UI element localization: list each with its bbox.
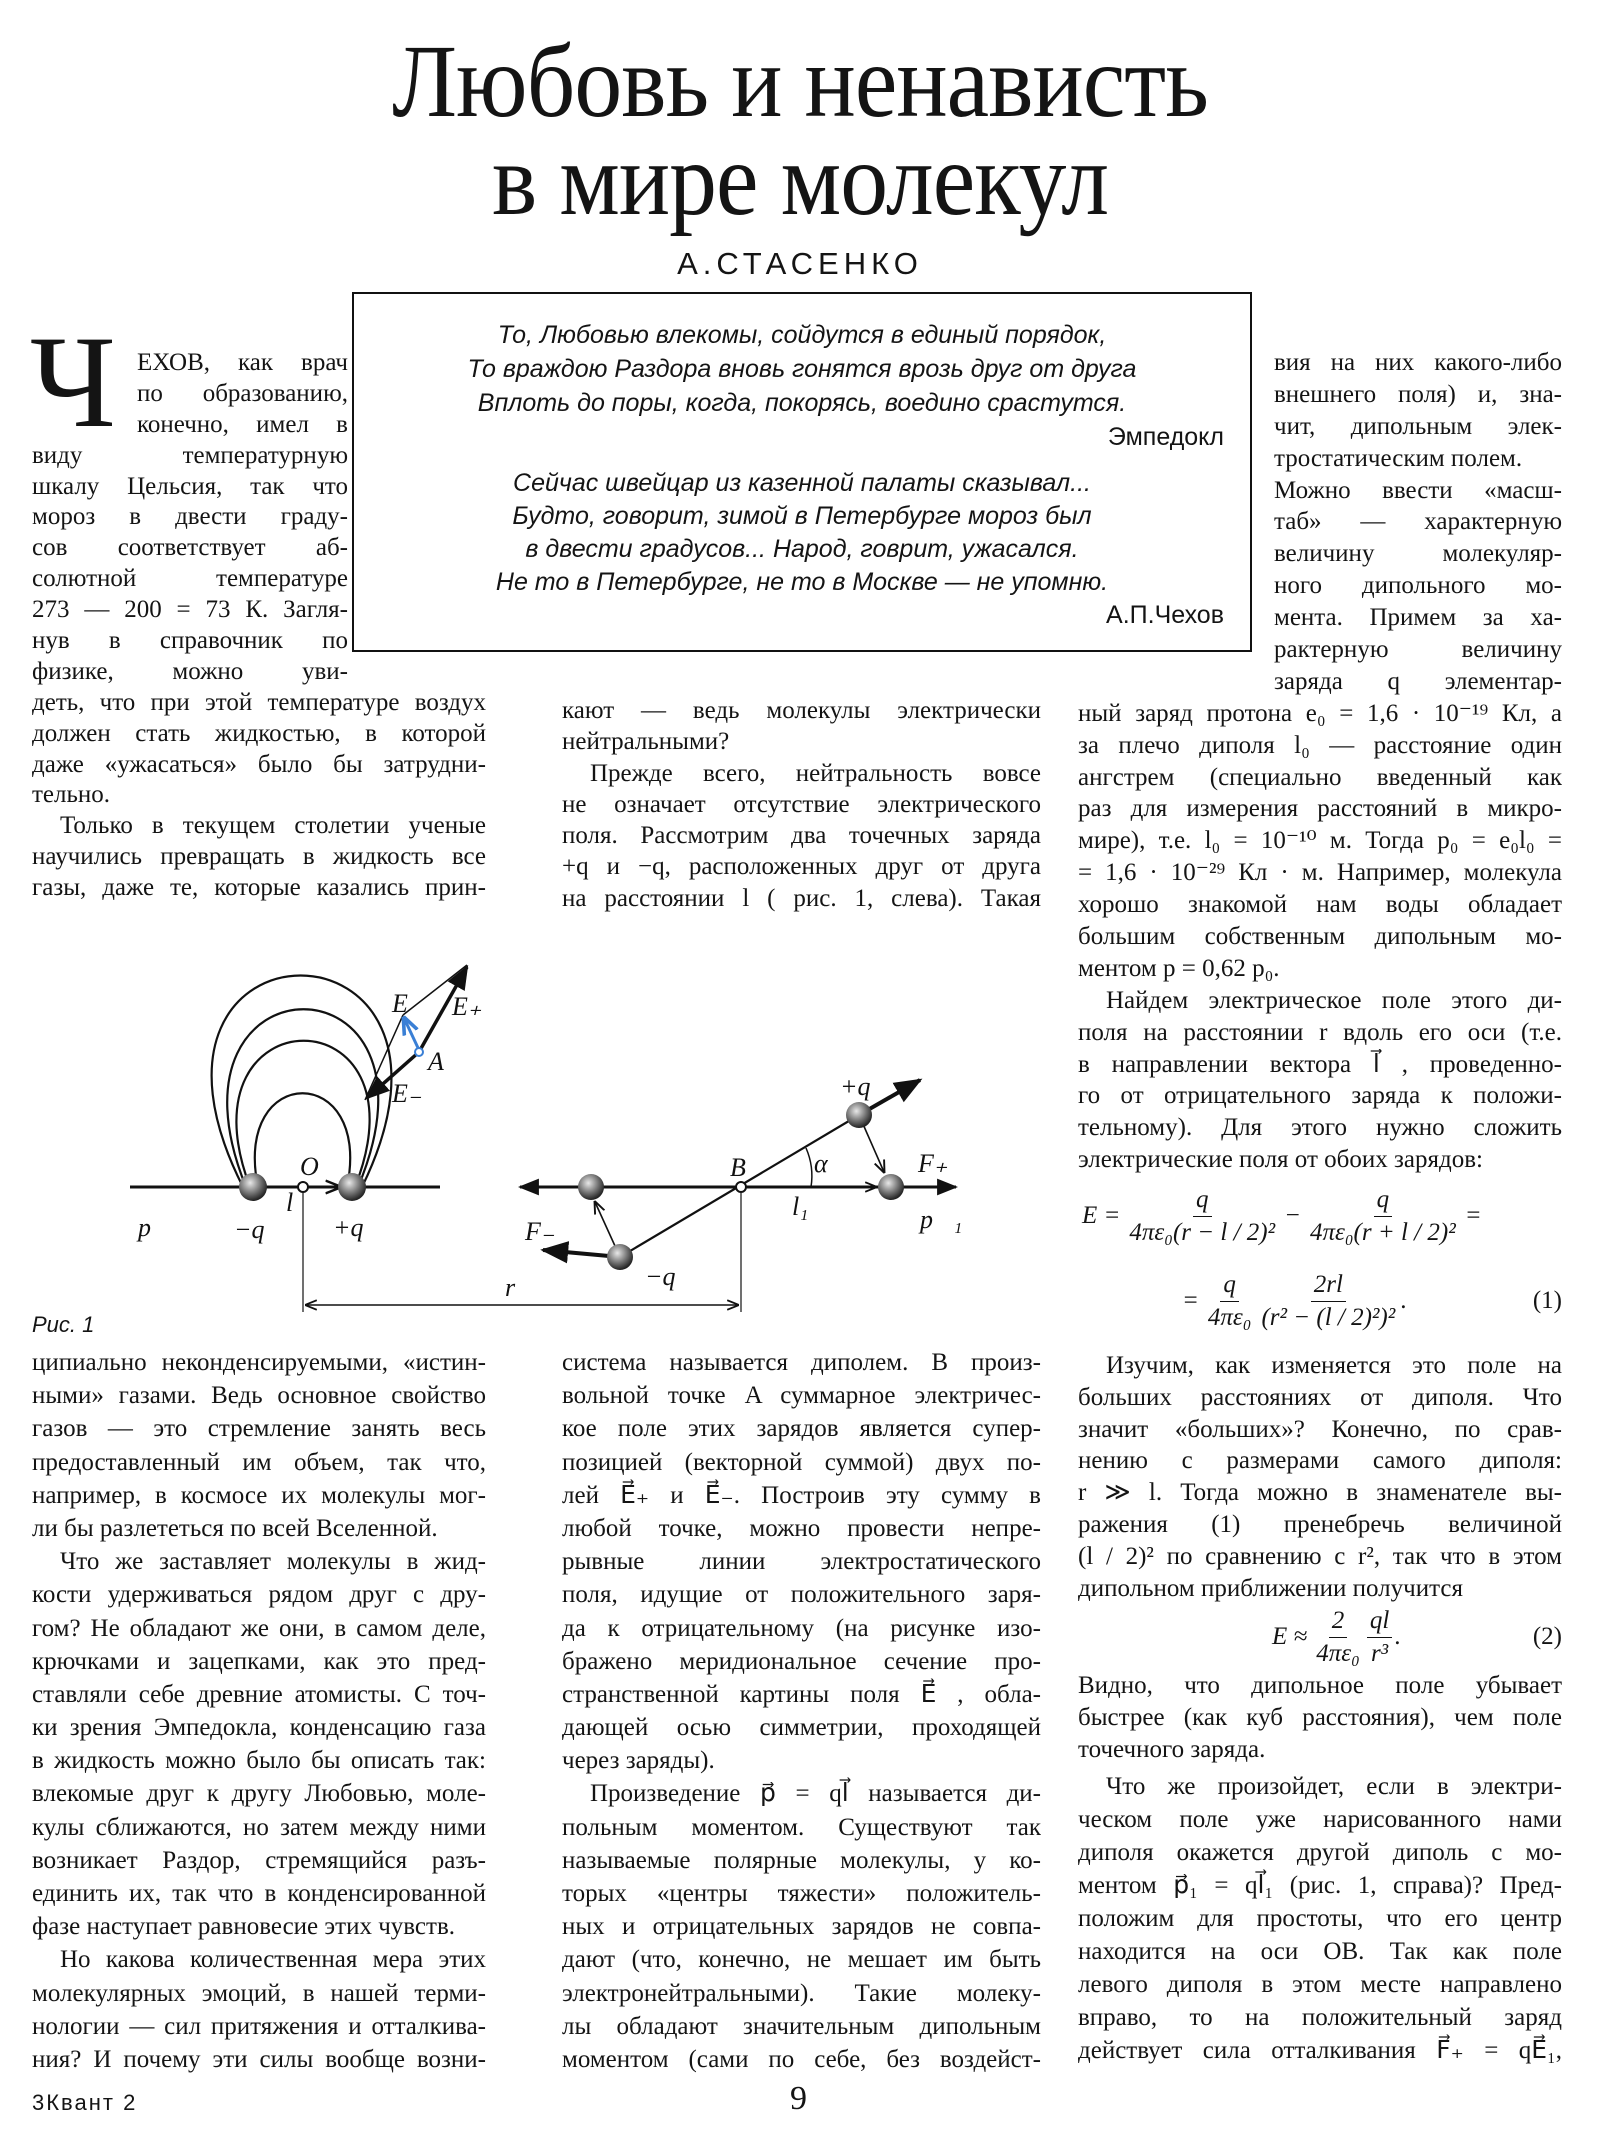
epigraph-line: Не то в Петербурге, не то в Москве — не упомню. <box>495 568 1109 596</box>
label-p: p⃗ <box>138 1213 172 1242</box>
label-A: A <box>428 1047 444 1076</box>
text-line: молекулярных эмоций, в нашей терми- <box>32 1979 486 2007</box>
denominator: 4πε₀(r + l / 2)² <box>1309 1218 1456 1246</box>
epigraph-line: в двести градусов... Народ, говрит, ужасался. <box>525 535 1079 563</box>
text-line: находится на оси OB. Так как поле <box>1078 1938 1562 1965</box>
label-r: r <box>505 1273 516 1302</box>
text-line: левого диполя в этом месте направлено <box>1078 1971 1562 1998</box>
text-line: вия на них какого-либо <box>1274 349 1562 376</box>
text-line: нению с размерами самого диполя: <box>1078 1447 1562 1475</box>
text-line: бражено меридиональное сечение про- <box>562 1647 1041 1675</box>
equation-number: (2) <box>1532 1623 1562 1650</box>
label-l1: l₁ <box>792 1192 809 1221</box>
label-E-minus: E₋ <box>392 1079 422 1108</box>
text-line: влекомые друг к другу Любовью, моле- <box>32 1780 486 1808</box>
charge-positive-right <box>846 1102 872 1128</box>
text-line: Видно, что дипольное поле убывает <box>1078 1672 1562 1699</box>
text-line: конечно, имел в <box>137 410 348 438</box>
text-line: называемые полярные молекулы, у ко- <box>562 1846 1041 1874</box>
text-line: даже «ужасаться» было бы затрудни- <box>32 750 486 778</box>
text-line: Найдем электрическое поле этого ди- <box>1106 986 1562 1014</box>
denominator: r³ <box>1370 1639 1389 1667</box>
text-column-middle-bottom <box>562 1346 1041 2076</box>
page-number: 9 <box>790 2080 807 2117</box>
text-line: единить их, так что в конденсированной <box>32 1880 486 1907</box>
text-line: лей E⃗₊ и E⃗₋. Построив эту сумму в <box>562 1481 1041 1509</box>
epigraph-line: Вплоть до поры, когда, покорясь, воедино срастутся. <box>477 389 1127 417</box>
period: . <box>1400 1287 1407 1314</box>
text-line: кости удерживаться рядом друг с дру- <box>32 1581 486 1609</box>
text-column-middle-top <box>562 695 1041 914</box>
text-line: предоставленный им объем, так что, <box>32 1448 486 1476</box>
text-line: заряда q элементар- <box>1274 667 1562 695</box>
text-line: Прежде всего, нейтральность вовсе <box>590 759 1041 787</box>
fraction <box>1367 1607 1392 1668</box>
text-line: точечного заряда. <box>1078 1736 1266 1763</box>
text-line: ЕХОВ, как врач <box>137 349 348 376</box>
text-column-right-middle <box>1078 1350 1562 1604</box>
text-column-right-paragraph <box>1078 1670 1562 1766</box>
text-line: возникает Раздор, стремящийся разъ- <box>32 1846 486 1874</box>
label-E: E <box>392 989 408 1018</box>
text-line: деть, что при этой температуре воздух <box>32 688 486 716</box>
text-line: на расстоянии l ( рис. 1, слева). Такая <box>562 884 1041 912</box>
text-line: ния? И почему эти силы вообще возни- <box>32 2045 486 2073</box>
text-column-right-bottom <box>1078 1770 1562 2067</box>
text-line: научились превращать в жидкость все <box>32 843 486 871</box>
text-line: шкалу Цельсия, так что <box>32 472 348 500</box>
text-line: Только в текущем столетии ученые <box>60 812 486 840</box>
charge-negative-left <box>239 1173 267 1201</box>
text-line: позицией (векторной суммой) двух по- <box>562 1448 1041 1476</box>
text-line: нув в справочник по <box>32 627 348 655</box>
text-line: газы, даже те, которые казались прин- <box>32 874 486 902</box>
epigraph-line: Будто, говорит, зимой в Петербурге мороз был <box>512 502 1092 530</box>
text-line: внешнего поля) и, зна- <box>1274 380 1562 408</box>
text-line: любой точке, можно провести непре- <box>562 1514 1041 1542</box>
text-line: ного дипольного мо- <box>1274 572 1562 600</box>
label-F-plus: F₊ <box>918 1149 948 1178</box>
text-line: кое поле этих зарядов является супер- <box>562 1415 1041 1443</box>
operator: = <box>1464 1202 1482 1229</box>
point-A <box>415 1048 423 1056</box>
operator: = <box>1182 1287 1199 1314</box>
text-line: большим собственным дипольным мо- <box>1078 923 1562 951</box>
text-line: = 1,6 · 10⁻²⁹ Кл · м. Например, молекула <box>1078 859 1562 887</box>
text-line: крючками и зацепками, как это пред- <box>32 1647 486 1675</box>
epigraph-line: То враждою Раздора вновь гонятся врозь друг от друга <box>467 355 1137 383</box>
text-line: ражения (1) пренебречь величиной <box>1078 1510 1562 1538</box>
equation-number: (1) <box>1532 1287 1562 1314</box>
label-plus-q: +q <box>333 1213 364 1242</box>
text-column-left-top <box>32 348 486 904</box>
eq-lhs: E ≈ <box>1272 1623 1308 1650</box>
fraction <box>1205 1271 1255 1332</box>
text-line: значит «больших»? Конечно, по срав- <box>1078 1415 1562 1443</box>
text-line: странственной картины поля E⃗ , обла- <box>562 1680 1041 1708</box>
numerator: q <box>1220 1271 1239 1302</box>
denominator: (r² − (l / 2)²)² <box>1261 1303 1396 1331</box>
fraction <box>1126 1186 1278 1247</box>
text-line: Но какова количественная мера этих <box>60 1946 486 1974</box>
equation-1-line-1 <box>1078 1180 1562 1252</box>
epigraph-line: То, Любовью влекомы, сойдутся в единый порядок, <box>497 321 1107 349</box>
text-line: чит, дипольным элек- <box>1274 412 1562 440</box>
text-line: рактерную величину <box>1274 636 1562 664</box>
text-line: рывные линии электростатического <box>562 1548 1041 1576</box>
label-plus-q-right: +q <box>840 1072 871 1101</box>
label-p1: p⃗₁ <box>920 1205 963 1234</box>
drop-cap: Ч <box>30 308 116 455</box>
eq-lhs: E = <box>1082 1202 1121 1229</box>
text-line: таб» — характерную <box>1274 508 1562 536</box>
fraction <box>1307 1186 1459 1247</box>
text-line: ментом p⃗₁ = ql⃗₁ (рис. 1, справа)? Пред- <box>1078 1872 1562 1899</box>
text-column-left-bottom <box>32 1346 486 2076</box>
text-line: тельному). Для этого нужно сложить <box>1078 1114 1562 1142</box>
point-O <box>298 1182 308 1192</box>
period: . <box>1394 1623 1401 1650</box>
text-line: го от отрицательного заряда к положи- <box>1078 1082 1562 1110</box>
text-line: электрические поля от обоих зарядов: <box>1078 1146 1483 1174</box>
text-line: ных и отрицательных зарядов не совпа- <box>562 1913 1041 1941</box>
text-line: поля. Рассмотрим два точечных заряда <box>562 822 1041 850</box>
label-E-plus: E₊ <box>452 992 482 1021</box>
text-line: фазе наступает равновесие этих чувств. <box>32 1913 455 1941</box>
text-line: солютной температуре <box>32 565 348 593</box>
text-line: ангстрем (специально введенный как <box>1078 763 1562 791</box>
text-line: r ≫ l. Тогда можно в знаменателе вы- <box>1078 1479 1562 1507</box>
text-line: физике, можно уви- <box>32 657 348 685</box>
numerator: ql <box>1367 1607 1392 1638</box>
text-line: сов соответствует аб- <box>32 534 348 562</box>
text-line: ными» газами. Ведь основное свойство <box>32 1382 486 1410</box>
text-line: раз для измерения расстояний в микро- <box>1078 795 1562 823</box>
author: А.СТАСЕНКО <box>677 246 923 281</box>
text-line: например, в космосе их молекулы мог- <box>32 1481 486 1509</box>
equation-1-line-2 <box>1078 1258 1562 1344</box>
label-alpha: α <box>814 1149 828 1178</box>
text-line: действует сила отталкивания F⃗₊ = qE⃗₁, <box>1078 2037 1562 2064</box>
text-line: не означает отсутствие электрического <box>562 790 1041 818</box>
text-line: газов — это стремление занять весь <box>32 1415 486 1443</box>
figure-caption: Рис. 1 <box>32 1312 95 1337</box>
text-line: должен стать жидкостью, в которой <box>32 719 486 747</box>
label-B: B <box>730 1153 746 1182</box>
text-line: диполя окажется другой диполь с мо- <box>1078 1839 1562 1866</box>
article-title-line-1: Любовь и ненависть <box>392 24 1208 139</box>
epigraph-author: А.П.Чехов <box>1106 601 1224 629</box>
epigraph-line: Сейчас швейцар из казенной палаты сказывал... <box>513 469 1091 497</box>
text-line: Произведение p⃗ = ql⃗ называется ди- <box>590 1780 1041 1808</box>
text-line: мента. Примем за ха- <box>1274 604 1562 632</box>
text-line: величину молекуляр- <box>1274 540 1562 568</box>
text-line: вольной точке A суммарное электричес- <box>562 1382 1041 1410</box>
text-line: да к отрицательному (на рисунке изо- <box>562 1614 1041 1642</box>
text-line: тростатическим полем. <box>1274 444 1523 472</box>
text-line: (l / 2)² по сравнению с r², так что в этом <box>1078 1542 1562 1570</box>
fraction <box>1313 1607 1363 1668</box>
point-B <box>736 1182 746 1192</box>
text-line: поля, идущие от положительного заря- <box>562 1581 1041 1609</box>
text-line: быстрее (как куб расстояния), чем поле <box>1078 1704 1562 1731</box>
numerator: 2rl <box>1311 1271 1346 1302</box>
text-line: в жидкость можно было бы описать так: <box>32 1747 486 1775</box>
text-line: в направлении вектора l⃗ , проведенно- <box>1078 1050 1562 1078</box>
text-line: через заряды). <box>562 1747 715 1775</box>
denominator: 4πε₀(r − l / 2)² <box>1129 1218 1276 1246</box>
operator: − <box>1284 1202 1301 1229</box>
text-line: больших расстояниях от диполя. Что <box>1078 1383 1562 1411</box>
figure-1-dipole-diagram <box>0 920 1100 1320</box>
text-line: моментом (сами по себе, без воздейст- <box>562 2045 1041 2073</box>
angle-alpha-arc <box>806 1148 812 1187</box>
text-line: по образованию, <box>137 379 348 407</box>
text-line: нейтральными? <box>562 728 730 756</box>
text-line: положим для простоты, что его центр <box>1078 1905 1562 1932</box>
text-line: польным моментом. Существуют так <box>562 1813 1041 1841</box>
denominator: 4πε₀ <box>1316 1639 1360 1667</box>
text-line: +q и −q, расположенных друг от друга <box>562 853 1041 881</box>
label-minus-q-right: −q <box>645 1262 676 1291</box>
text-line: кают — ведь молекулы электрически <box>562 697 1041 724</box>
label-O: O <box>300 1152 319 1181</box>
text-line: за плечо диполя l₀ — расстояние один <box>1078 731 1562 759</box>
text-line: виду температурную <box>32 441 348 469</box>
text-line: Что же произойдет, если в электри- <box>1106 1773 1562 1800</box>
fraction <box>1258 1271 1398 1332</box>
text-line: дают (что, конечно, не мешает им быть <box>562 1946 1041 1974</box>
vector-E-resultant <box>404 1018 419 1050</box>
text-line: ментом p = 0,62 p₀. <box>1078 954 1280 982</box>
text-line: Можно ввести «масш- <box>1274 476 1562 504</box>
text-line: поля на расстоянии r вдоль его оси (т.е. <box>1078 1018 1562 1046</box>
text-line: вправо, то на положительный заряд <box>1078 2004 1562 2031</box>
text-line: лы обладают значительным дипольным <box>562 2012 1041 2040</box>
text-line: дипольном приближении получится <box>1078 1574 1463 1602</box>
text-line: мороз в двести граду- <box>32 503 348 531</box>
numerator: q <box>1374 1186 1393 1217</box>
text-line: нологии — сил притяжения и отталкива- <box>32 2012 486 2040</box>
charge-projection-right <box>878 1174 904 1200</box>
numerator: q <box>1193 1186 1212 1217</box>
text-line: торых «центры тяжести» положитель- <box>562 1880 1041 1907</box>
text-line: 273 — 200 = 73 К. Загля- <box>32 596 348 624</box>
label-F-minus: F₋ <box>525 1217 555 1246</box>
label-minus-q: −q <box>234 1215 265 1244</box>
charge-positive-left <box>338 1173 366 1201</box>
text-line: ческом поле уже нарисованного нами <box>1078 1806 1562 1833</box>
text-line: Изучим, как изменяется это поле на <box>1106 1352 1562 1379</box>
text-line: ки зрения Эмпедокла, конденсацию газа <box>32 1714 486 1742</box>
text-line: ли бы разлететься по всей Вселенной. <box>32 1514 438 1542</box>
article-title-line-2: в мире молекул <box>491 122 1109 237</box>
text-line: электронейтральными). Такие молеку- <box>562 1979 1041 2007</box>
denominator: 4πε₀ <box>1207 1303 1252 1331</box>
journal-footer: 3Квант 2 <box>32 2090 138 2115</box>
charge-negative-right <box>607 1244 633 1270</box>
text-line: ставляли себе древние атомисты. С точ- <box>32 1680 486 1708</box>
label-l: l <box>286 1188 294 1217</box>
text-line: Что же заставляет молекулы в жид- <box>60 1548 486 1576</box>
numerator: 2 <box>1329 1607 1348 1638</box>
text-line: хорошо знакомой нам воды обладает <box>1078 891 1562 919</box>
text-line: тельно. <box>32 781 111 809</box>
text-line: система называется диполем. В произ- <box>562 1349 1041 1376</box>
text-line: ный заряд протона e₀ = 1,6 · 10⁻¹⁹ Кл, а <box>1078 699 1562 727</box>
epigraph-author: Эмпедокл <box>1107 423 1224 451</box>
text-line: ципиально неконденсируемыми, «истин- <box>32 1349 486 1376</box>
equation-2 <box>1078 1606 1562 1668</box>
text-column-right-top <box>1078 347 1562 1176</box>
text-line: мире), т.е. l₀ = 10⁻¹⁰ м. Тогда p₀ = e₀l₀ = <box>1078 827 1562 855</box>
charge-projection-left <box>578 1174 604 1200</box>
text-line: дающей осью симметрии, проходящей <box>562 1714 1041 1742</box>
text-line: кулы сближаются, но затем между ними <box>32 1813 486 1841</box>
text-line: гом? Не обладают же они, в самом деле, <box>32 1614 486 1642</box>
